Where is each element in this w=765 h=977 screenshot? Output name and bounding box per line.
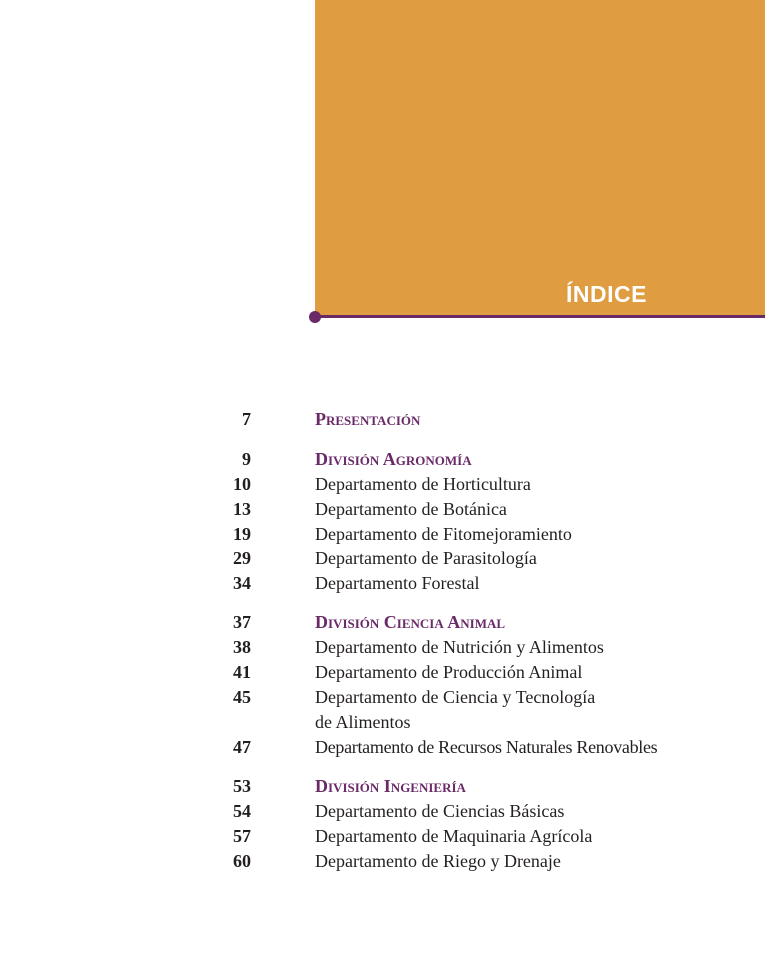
toc-entry-title: Departamento de Producción Animal xyxy=(315,662,583,682)
toc-page-number: 37 xyxy=(233,612,251,632)
toc-page-number: 38 xyxy=(233,637,251,657)
toc-row[interactable] xyxy=(0,735,765,760)
toc-row[interactable] xyxy=(0,635,765,660)
toc-entry-title: Departamento de Nutrición y Alimentos xyxy=(315,637,604,657)
header-rule xyxy=(315,315,765,318)
toc-page-number: 7 xyxy=(242,409,251,429)
toc-page-number: 54 xyxy=(233,801,251,821)
toc-page-number: 29 xyxy=(233,548,251,568)
toc-row[interactable] xyxy=(0,660,765,685)
toc-page-number: 13 xyxy=(233,499,251,519)
toc-row[interactable] xyxy=(0,799,765,824)
toc-page-number: 41 xyxy=(233,662,251,682)
toc-row[interactable] xyxy=(0,497,765,522)
toc-entry-title: Departamento de Horticultura xyxy=(315,474,531,494)
toc-entry-title: Departamento Forestal xyxy=(315,573,480,593)
toc-row[interactable] xyxy=(0,407,765,432)
toc-entry-title: Departamento de Ciencias Básicas xyxy=(315,801,565,821)
toc-entry-title xyxy=(315,685,595,735)
toc-page-number: 53 xyxy=(233,776,251,796)
rule-dot-icon xyxy=(309,311,321,323)
toc-entry-title: Departamento de Fitomejoramiento xyxy=(315,524,572,544)
toc-row[interactable] xyxy=(0,824,765,849)
header-color-block xyxy=(315,0,765,316)
toc-page-number: 47 xyxy=(233,737,251,757)
toc-entry-title: Departamento de Riego y Drenaje xyxy=(315,851,561,871)
toc-page-number: 10 xyxy=(233,474,251,494)
toc-entry-title: Departamento de Recursos Naturales Renovables xyxy=(315,737,658,757)
toc-row[interactable] xyxy=(0,774,765,799)
toc-section-title: División Ciencia Animal xyxy=(315,612,506,632)
toc-section-title: División Ingeniería xyxy=(315,776,466,796)
toc-row[interactable] xyxy=(0,522,765,547)
toc-page-number: 34 xyxy=(233,573,251,593)
toc-section-title: División Agronomía xyxy=(315,449,472,469)
page-title: ÍNDICE xyxy=(566,281,647,307)
toc-page-number: 57 xyxy=(233,826,251,846)
toc-row[interactable] xyxy=(0,447,765,472)
toc-page-number: 9 xyxy=(242,449,251,469)
toc-page-number: 19 xyxy=(233,524,251,544)
toc-row[interactable] xyxy=(0,685,765,735)
toc-page-number: 45 xyxy=(233,687,251,707)
toc-entry-title: Departamento de Parasitología xyxy=(315,548,537,568)
toc-entry-title: Departamento de Botánica xyxy=(315,499,507,519)
toc-page-number: 60 xyxy=(233,851,251,871)
toc-entry-title: Departamento de Maquinaria Agrícola xyxy=(315,826,593,846)
toc-row[interactable] xyxy=(0,571,765,596)
toc-row[interactable] xyxy=(0,546,765,571)
toc-entry-line: de Alimentos xyxy=(315,712,411,732)
toc-row[interactable] xyxy=(0,610,765,635)
toc-row[interactable] xyxy=(0,472,765,497)
toc-row[interactable] xyxy=(0,849,765,874)
toc-section-title: Presentación xyxy=(315,409,421,429)
toc-entry-line: Departamento de Ciencia y Tecnología xyxy=(315,687,596,707)
